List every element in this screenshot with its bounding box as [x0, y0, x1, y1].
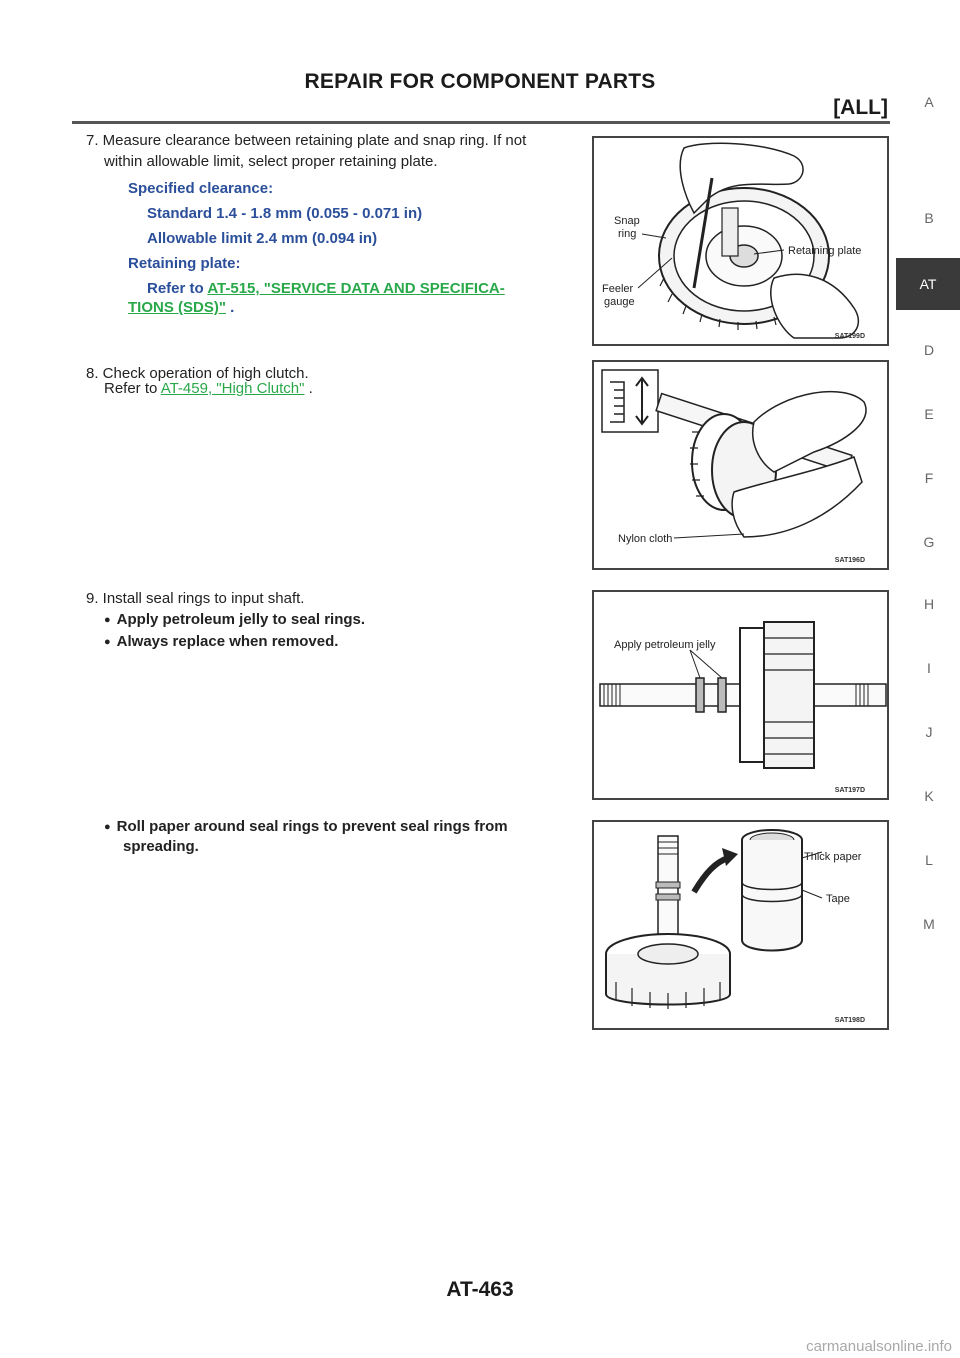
step-8-suffix: .	[308, 380, 313, 397]
figure-seal-rings	[592, 590, 889, 800]
step-7-line1: 7. Measure clearance between retaining plate and snap ring. If not	[86, 132, 527, 149]
side-index-k[interactable]: K	[924, 788, 934, 804]
side-index-b[interactable]: B	[924, 210, 934, 226]
figure-code-sat199d: SAT199D	[834, 333, 865, 340]
figure-code-sat197d: SAT197D	[834, 787, 865, 794]
spec-clearance-label: Specified clearance:	[128, 180, 274, 197]
fig4-label-tape: Tape	[826, 893, 850, 905]
side-index-l[interactable]: L	[925, 852, 933, 868]
figure-high-clutch-check	[592, 360, 889, 570]
fig2-label-nylon-cloth: Nylon cloth	[618, 533, 673, 545]
step-8-refer	[104, 378, 313, 399]
fig1-label-ring: ring	[618, 228, 637, 240]
side-index-at[interactable]: AT	[896, 258, 960, 310]
refer-suffix: .	[230, 299, 235, 316]
side-index-f[interactable]: F	[924, 470, 934, 486]
bullet-icon: ●	[104, 636, 111, 648]
step-9-bullet1	[104, 611, 365, 628]
bullet1-text: Apply petroleum jelly to seal rings.	[116, 611, 366, 628]
side-index-d[interactable]: D	[923, 342, 935, 358]
fig4-label-thick-paper: Thick paper	[804, 851, 862, 863]
sds-link-part2[interactable]: TIONS (SDS)"	[128, 299, 226, 316]
side-index-g[interactable]: G	[923, 534, 935, 550]
figure-code-sat196d: SAT196D	[834, 557, 865, 564]
side-index-e[interactable]: E	[924, 406, 934, 422]
fig1-label-gauge: gauge	[604, 296, 635, 308]
refer-prefix: Refer to	[147, 280, 204, 297]
figure-code-sat198d: SAT198D	[834, 1017, 865, 1024]
seal-rings-illustration	[594, 592, 887, 798]
figure-snap-ring-clearance	[592, 136, 889, 346]
roll-paper-illustration	[594, 822, 887, 1028]
figure-roll-paper	[592, 820, 889, 1030]
side-index-i[interactable]: I	[927, 660, 931, 676]
page-title: REPAIR FOR COMPONENT PARTS	[304, 70, 656, 93]
page-number: AT-463	[446, 1278, 514, 1301]
fig3-label-petroleum-jelly: Apply petroleum jelly	[614, 639, 716, 651]
side-index-a[interactable]: A	[924, 94, 934, 110]
retaining-plate-refer	[147, 280, 505, 297]
fig1-label-feeler: Feeler	[602, 283, 634, 295]
page-subtitle: [ALL]	[833, 96, 888, 119]
side-index-j[interactable]: J	[925, 724, 933, 740]
step-8-line1: 8. Check operation of high clutch.	[86, 365, 309, 382]
retaining-plate-refer-cont	[128, 299, 234, 316]
snap-ring-illustration	[594, 138, 887, 344]
header-rule	[72, 121, 890, 124]
high-clutch-link[interactable]: AT-459, "High Clutch"	[160, 380, 305, 397]
side-index-h[interactable]: H	[923, 596, 935, 612]
bullet2-text: Always replace when removed.	[116, 633, 339, 650]
fig1-label-snap: Snap	[614, 215, 640, 227]
step-9-line1: 9. Install seal rings to input shaft.	[86, 590, 305, 607]
step-9-bullet2	[104, 633, 338, 650]
bullet-icon: ●	[104, 614, 111, 626]
watermark: carmanualsonline.info	[806, 1338, 952, 1355]
spec-allowable: Allowable limit 2.4 mm (0.094 in)	[147, 230, 378, 247]
bullet3-text-line1: Roll paper around seal rings to prevent seal rings from	[116, 818, 508, 835]
fig1-label-retaining-plate: Retaining plate	[788, 245, 862, 257]
step-9-bullet3-cont: spreading.	[123, 838, 199, 855]
high-clutch-illustration	[594, 362, 887, 568]
sds-link-part1[interactable]: AT-515, "SERVICE DATA AND SPECIFICA-	[207, 280, 505, 297]
side-index-m[interactable]: M	[923, 916, 935, 932]
step-9-bullet3	[104, 818, 508, 835]
step-7-line2: within allowable limit, select proper retaining plate.	[104, 153, 438, 170]
spec-standard: Standard 1.4 - 1.8 mm (0.055 - 0.071 in)	[147, 205, 423, 222]
step-8-refer-prefix: Refer to	[104, 380, 158, 397]
retaining-plate-label: Retaining plate:	[128, 255, 241, 272]
bullet-icon: ●	[104, 821, 111, 833]
